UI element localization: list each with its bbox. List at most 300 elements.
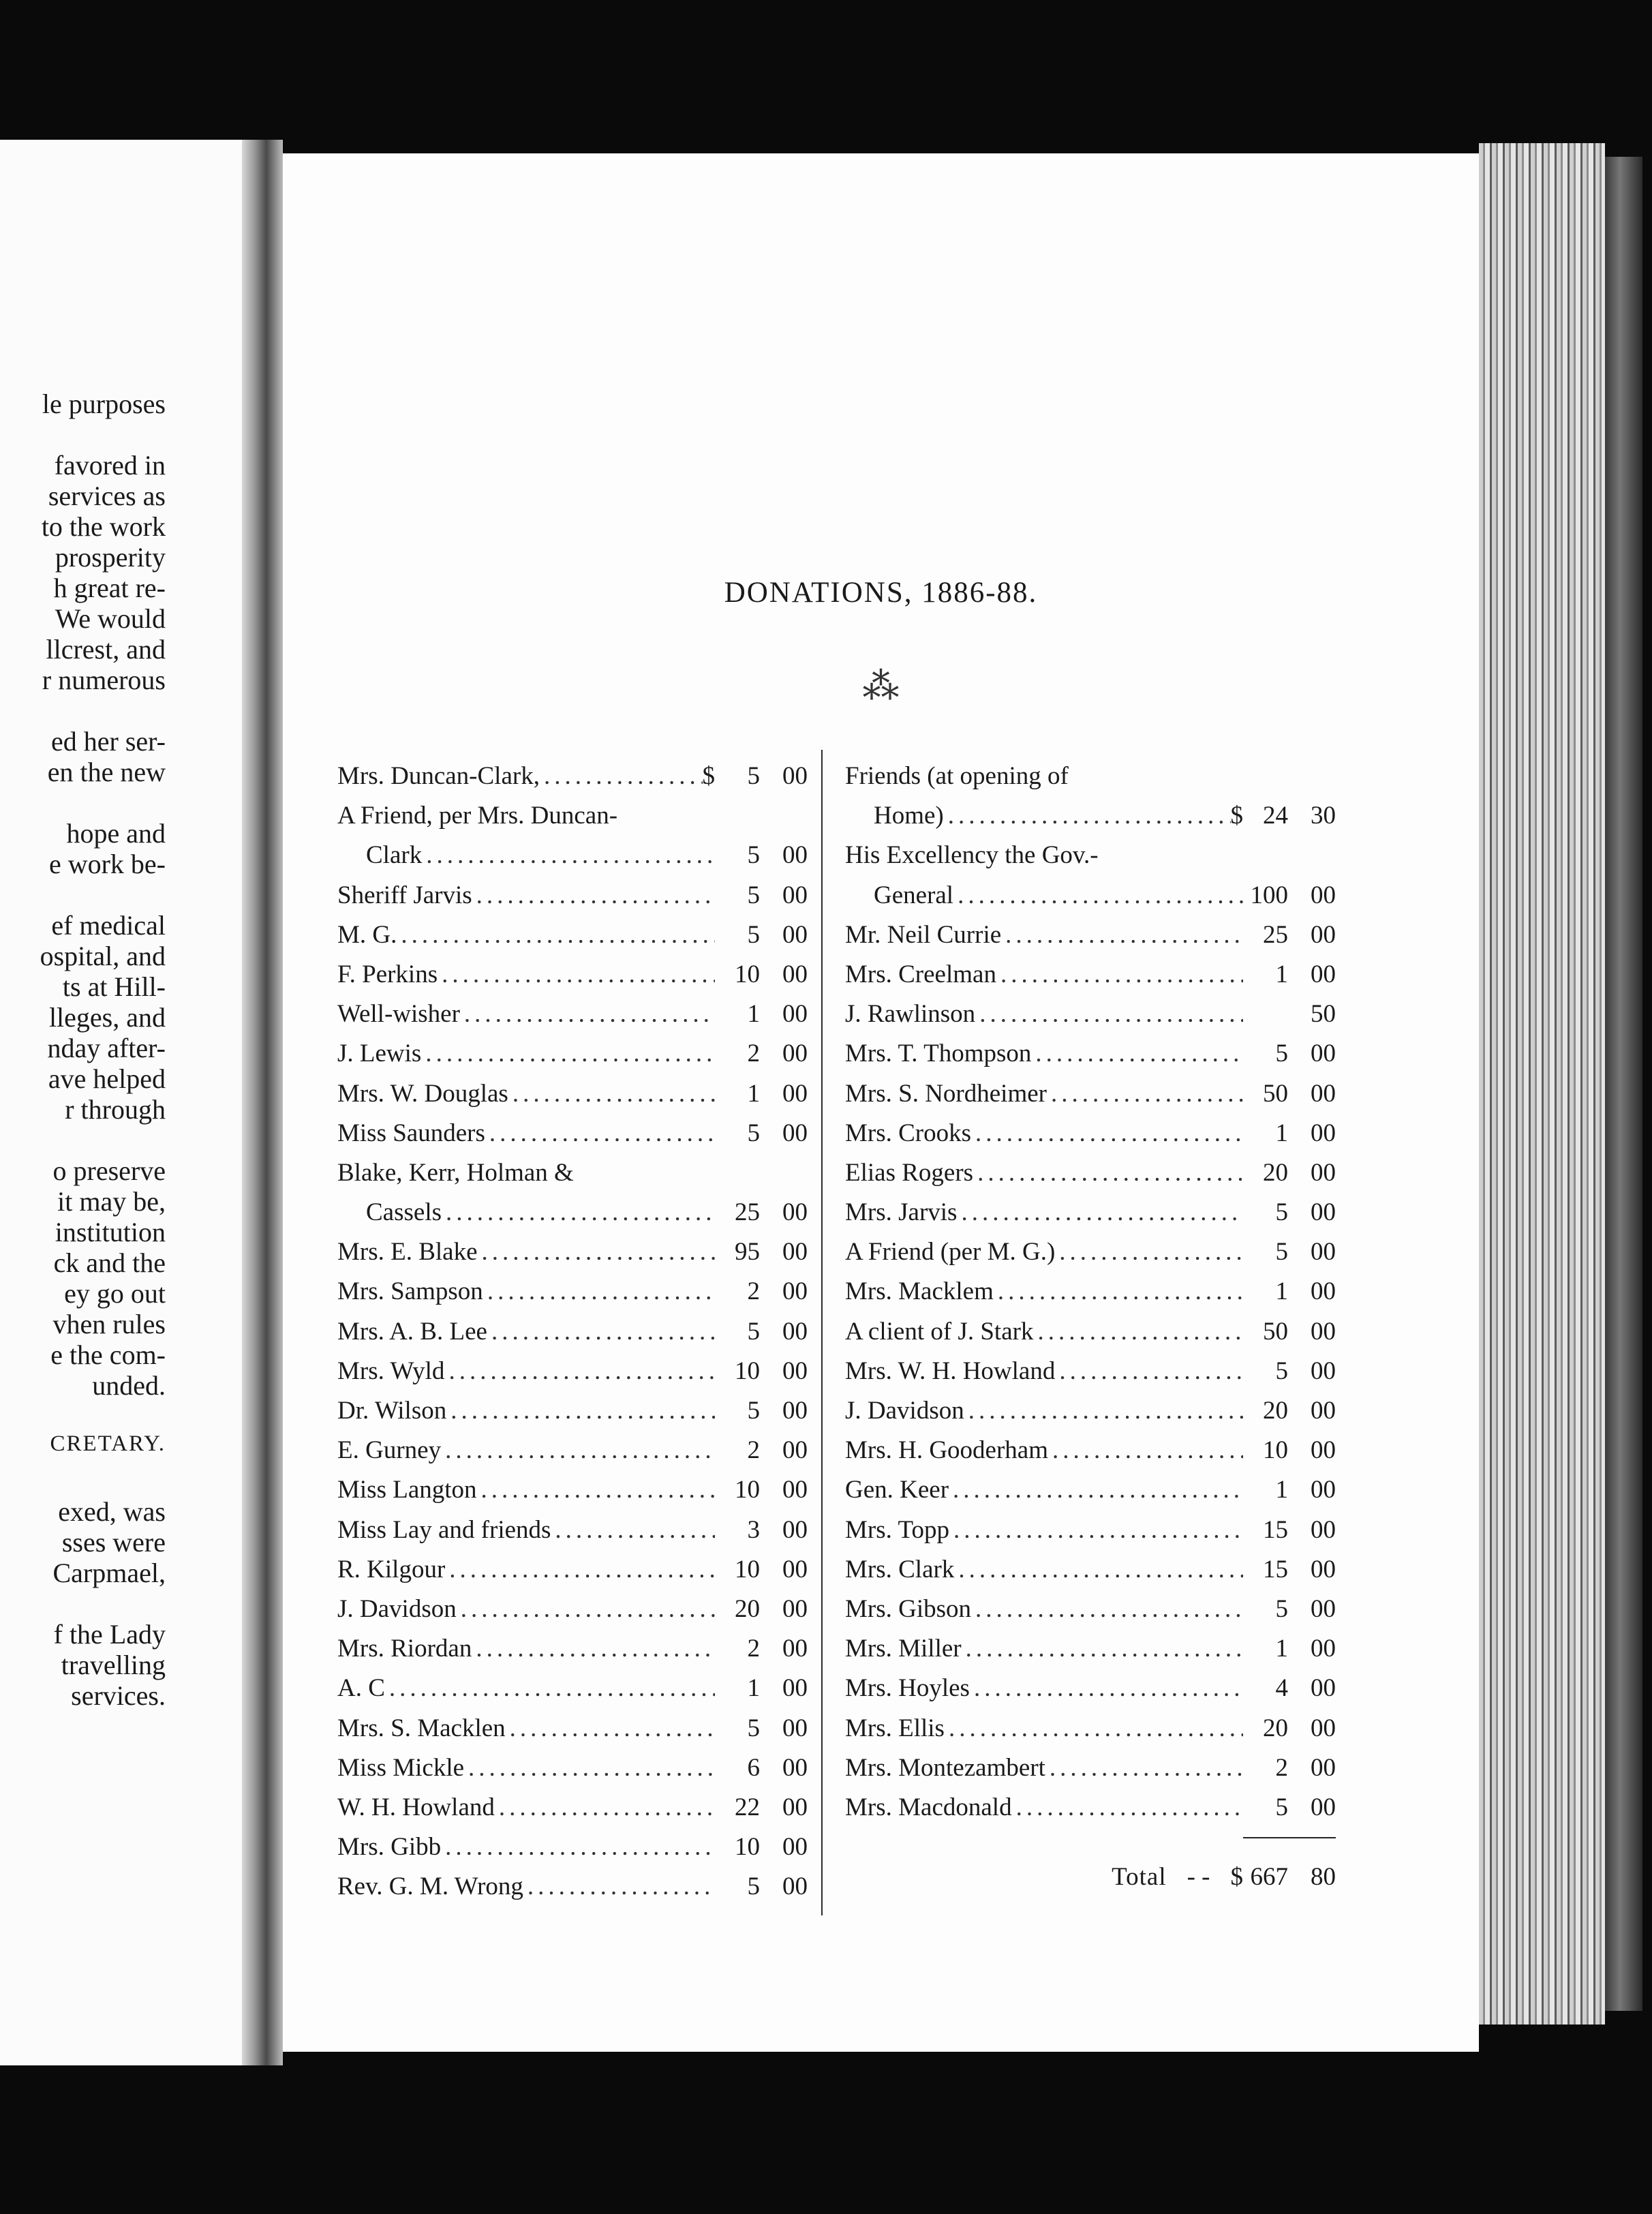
amount-cents: 00	[1311, 1436, 1336, 1465]
left-page-text-line: ck and the	[53, 1247, 166, 1278]
dot-leader	[1050, 1748, 1243, 1788]
donor-name: W. H. Howland	[337, 1793, 495, 1821]
donation-entry	[845, 1312, 1336, 1352]
amount-cents: 00	[1311, 1277, 1336, 1306]
donor-name: Mrs. A. B. Lee	[337, 1317, 487, 1346]
dot-leader	[961, 1193, 1243, 1232]
amount-dollars: 2	[747, 1635, 760, 1663]
left-page-text-line: hope and	[66, 818, 166, 849]
amount-cents: 00	[1311, 1753, 1336, 1782]
dot-leader	[1059, 1352, 1243, 1391]
amount-cents: 00	[1311, 881, 1336, 909]
donation-entry	[845, 1709, 1336, 1748]
amount-cents: 00	[782, 1753, 808, 1782]
donor-name: Well-wisher	[337, 1000, 460, 1029]
donation-entry	[337, 876, 808, 915]
dot-leader	[544, 757, 703, 796]
dot-leader	[966, 1629, 1243, 1669]
amount-cents: 00	[1311, 1674, 1336, 1703]
donor-name: A client of J. Stark	[845, 1317, 1034, 1346]
amount-dollars: 15	[1263, 1515, 1288, 1544]
amount-cents: 00	[1311, 1555, 1336, 1583]
donor-name: Mrs. Clark	[845, 1555, 955, 1583]
left-page-text-line: e the com-	[50, 1339, 166, 1370]
left-page-text-line: to the work	[41, 511, 166, 542]
left-page-text-line: r numerous	[42, 665, 166, 695]
amount-cents: 00	[782, 1714, 808, 1742]
dot-leader	[979, 995, 1243, 1034]
donation-entry	[337, 995, 808, 1034]
amount-cents: 00	[782, 1436, 808, 1465]
donor-name: Friends (at opening of	[845, 762, 1069, 790]
dot-leader	[1016, 1788, 1243, 1828]
left-page-text-line: r through	[65, 1094, 166, 1125]
donor-name: Elias Rogers	[845, 1158, 974, 1187]
amount-dollars: 1	[1275, 1119, 1288, 1147]
donation-entry	[337, 1034, 808, 1074]
left-page-text-line: services as	[48, 481, 166, 511]
dot-leader	[1051, 1074, 1243, 1114]
dot-leader	[1035, 1034, 1243, 1074]
amount-dollars: 1	[1275, 960, 1288, 988]
amount-dollars: 1	[1275, 1277, 1288, 1306]
donation-entry	[845, 1590, 1336, 1629]
amount-dollars: 5	[1275, 1238, 1288, 1267]
donation-entry	[337, 1629, 808, 1669]
donor-name-continued: Cassels	[366, 1198, 442, 1227]
total-rule	[1243, 1837, 1336, 1838]
amount-cents: 00	[1311, 1317, 1336, 1346]
amount-dollars: 5	[1275, 1198, 1288, 1227]
amount-cents: 00	[782, 1555, 808, 1583]
dot-leader	[446, 1193, 715, 1232]
donation-entry	[337, 1114, 808, 1153]
amount-dollars: 5	[747, 920, 760, 949]
left-page-text-line: We would	[55, 603, 166, 634]
amount-dollars: 6	[747, 1753, 760, 1782]
donor-name: Mrs. Creelman	[845, 960, 996, 988]
amount-dollars: 2	[1275, 1753, 1288, 1782]
amount-dollars: 1	[1275, 1635, 1288, 1663]
amount-cents: 00	[782, 1079, 808, 1108]
dot-leader	[425, 1034, 715, 1074]
donation-entry	[845, 1114, 1336, 1153]
amount-dollars: 5	[1275, 1040, 1288, 1068]
amount-cents: 00	[1311, 1793, 1336, 1821]
donor-name: Mrs. Duncan-Clark,	[337, 762, 540, 790]
amount-cents: 00	[782, 920, 808, 949]
left-page-text-line: CRETARY.	[50, 1431, 166, 1456]
amount-dollars: 2	[747, 1436, 760, 1465]
total-cents: 80	[1311, 1863, 1336, 1891]
dot-leader	[953, 1470, 1243, 1510]
donor-name-continued: Clark	[366, 841, 423, 870]
amount-dollars: 10	[735, 960, 760, 988]
amount-dollars: 4	[1275, 1674, 1288, 1703]
left-page-text-line: le purposes	[42, 389, 166, 419]
total-label: Total	[1112, 1863, 1167, 1891]
book-page-edges	[1479, 143, 1605, 2025]
amount-cents: 00	[1311, 1198, 1336, 1227]
donor-name: Mrs. Hoyles	[845, 1674, 970, 1703]
left-page-text-line: f the Lady	[53, 1619, 166, 1650]
donor-name: Mr. Neil Currie	[845, 920, 1002, 949]
dot-leader	[975, 1114, 1243, 1153]
dot-leader	[464, 995, 715, 1034]
amount-cents: 00	[1311, 1397, 1336, 1425]
left-page-text-line: e work be-	[48, 849, 166, 879]
amount-dollars: 24	[1263, 802, 1288, 830]
dollar-sign: $	[702, 762, 715, 790]
donation-entry	[845, 1550, 1336, 1590]
left-page-text-line: h great re-	[53, 573, 166, 603]
amount-cents: 00	[782, 1872, 808, 1901]
dot-leader	[389, 1669, 715, 1708]
donation-entry	[845, 1511, 1336, 1550]
donor-name: E. Gurney	[337, 1436, 442, 1465]
amount-dollars: 5	[1275, 1594, 1288, 1623]
amount-dollars: 5	[1275, 1356, 1288, 1385]
page-heading: DONATIONS, 1886-88.	[724, 577, 1038, 609]
donor-name: J. Davidson	[845, 1397, 964, 1425]
donation-entry	[845, 1669, 1336, 1708]
dot-leader	[476, 1629, 715, 1669]
donation-entry	[845, 915, 1336, 955]
amount-dollars: 10	[735, 1356, 760, 1385]
amount-dollars: 3	[747, 1515, 760, 1544]
donor-name: Mrs. Macklem	[845, 1277, 994, 1306]
amount-cents: 00	[782, 1356, 808, 1385]
dot-leader	[468, 1748, 715, 1788]
left-page-text-line: sses were	[61, 1527, 166, 1558]
donations-page	[283, 153, 1479, 2052]
donation-entry	[845, 1748, 1336, 1788]
amount-cents: 00	[782, 1198, 808, 1227]
donation-entry	[337, 1232, 808, 1272]
amount-cents: 00	[782, 1515, 808, 1544]
left-page-text-line: en the new	[47, 757, 166, 787]
amount-cents: 00	[782, 1476, 808, 1504]
donor-name: Rev. G. M. Wrong	[337, 1872, 523, 1901]
amount-dollars: 10	[735, 1833, 760, 1862]
dot-leader	[998, 1272, 1243, 1311]
donation-entry	[845, 1629, 1336, 1669]
donor-name: A Friend (per M. G.)	[845, 1238, 1056, 1267]
donor-name: Gen. Keer	[845, 1476, 949, 1504]
dot-leader	[958, 876, 1243, 915]
amount-cents: 00	[782, 881, 808, 909]
left-page-text-line: institution	[55, 1217, 166, 1247]
left-page-text-line: nday after-	[47, 1033, 166, 1063]
total-dashes: - -	[1187, 1863, 1210, 1891]
dollar-sign: $	[1230, 1863, 1243, 1891]
previous-page-fragment	[0, 140, 242, 2065]
left-page-text-line: favored in	[54, 450, 166, 481]
donor-name: Sheriff Jarvis	[337, 881, 472, 909]
donation-entry	[845, 1431, 1336, 1470]
donor-name: Mrs. Wyld	[337, 1356, 445, 1385]
dot-leader	[487, 1272, 715, 1311]
donation-entry	[337, 1709, 808, 1748]
left-page-text-line: lleges, and	[48, 1002, 166, 1033]
dot-leader	[975, 1590, 1243, 1629]
donor-name: Mrs. Crooks	[845, 1119, 972, 1147]
donation-entry	[337, 1828, 808, 1867]
donation-entry	[845, 1153, 1336, 1193]
left-page-text-line: vhen rules	[52, 1309, 166, 1339]
left-page-text-line: llcrest, and	[46, 634, 166, 665]
dot-leader	[974, 1669, 1243, 1708]
left-page-text-line: ey go out	[64, 1278, 166, 1309]
amount-dollars: 20	[735, 1594, 760, 1623]
donation-entry	[845, 1788, 1336, 1828]
donations-right-column	[845, 757, 1336, 1891]
amount-dollars: 10	[735, 1476, 760, 1504]
amount-dollars: 100	[1250, 881, 1288, 909]
amount-cents: 00	[782, 1277, 808, 1306]
donor-name: Mrs. S. Nordheimer	[845, 1079, 1047, 1108]
donation-entry	[337, 1312, 808, 1352]
donation-entry	[845, 995, 1336, 1034]
amount-dollars: 20	[1263, 1714, 1288, 1742]
dot-leader	[449, 1550, 715, 1590]
dollar-sign: $	[1230, 802, 1243, 830]
amount-cents: 00	[1311, 1635, 1336, 1663]
ornament-glyph: ⁂	[862, 666, 900, 707]
donation-entry	[337, 757, 808, 796]
amount-cents: 00	[782, 1594, 808, 1623]
amount-cents: 00	[1311, 1079, 1336, 1108]
donation-entry	[337, 1272, 808, 1311]
left-page-text-line: services.	[71, 1680, 166, 1711]
donor-name: A. C	[337, 1674, 385, 1703]
donation-entry	[845, 1074, 1336, 1114]
dot-leader	[448, 1352, 715, 1391]
amount-cents: 00	[782, 1040, 808, 1068]
donation-entry	[845, 1352, 1336, 1391]
donor-name: Miss Langton	[337, 1476, 477, 1504]
donation-entry	[337, 1590, 808, 1629]
donor-name: J. Rawlinson	[845, 1000, 976, 1029]
left-page-text-line: ts at Hill-	[62, 971, 166, 1002]
donation-entry	[845, 1470, 1336, 1510]
dot-leader	[1005, 915, 1243, 955]
dot-leader	[1000, 955, 1243, 995]
amount-dollars: 5	[747, 841, 760, 870]
donor-name: Mrs. Ellis	[845, 1714, 945, 1742]
amount-dollars: 95	[735, 1238, 760, 1267]
donor-name: R. Kilgour	[337, 1555, 446, 1583]
amount-dollars: 1	[747, 1079, 760, 1108]
dot-leader	[948, 796, 1231, 836]
dot-leader	[527, 1867, 715, 1907]
total-row	[845, 1857, 1336, 1897]
amount-cents: 00	[782, 1793, 808, 1821]
dot-leader	[481, 1470, 715, 1510]
left-page-text-line: exed, was	[58, 1496, 166, 1527]
donor-name: Mrs. Topp	[845, 1515, 949, 1544]
donor-name: Mrs. T. Thompson	[845, 1040, 1032, 1068]
amount-cents: 00	[1311, 1040, 1336, 1068]
amount-cents: 00	[782, 1397, 808, 1425]
donation-entry	[337, 1391, 808, 1431]
dot-leader	[968, 1391, 1243, 1431]
donation-entry	[337, 1788, 808, 1828]
amount-cents: 00	[1311, 1158, 1336, 1187]
amount-cents: 00	[1311, 960, 1336, 988]
left-page-text-line: ospital, and	[40, 941, 166, 971]
dot-leader	[442, 955, 715, 995]
amount-dollars: 50	[1263, 1317, 1288, 1346]
donor-name: Mrs. W. Douglas	[337, 1079, 508, 1108]
donation-entry	[845, 1391, 1336, 1431]
dot-leader	[482, 1232, 715, 1272]
amount-dollars: 5	[747, 881, 760, 909]
book-gutter	[242, 140, 283, 2065]
donation-entry	[337, 1669, 808, 1708]
amount-cents: 00	[1311, 1356, 1336, 1385]
left-page-text-line: ave helped	[48, 1063, 166, 1094]
dot-leader	[953, 1511, 1243, 1550]
amount-dollars: 5	[1275, 1793, 1288, 1821]
amount-cents: 00	[1311, 1238, 1336, 1267]
amount-cents: 30	[1311, 802, 1336, 830]
amount-dollars: 2	[747, 1277, 760, 1306]
amount-dollars: 5	[747, 1872, 760, 1901]
donor-name: Mrs. Jarvis	[845, 1198, 958, 1227]
amount-cents: 00	[1311, 1119, 1336, 1147]
donor-name: A Friend, per Mrs. Duncan-	[337, 802, 618, 830]
dot-leader	[949, 1709, 1243, 1748]
dot-leader	[476, 876, 715, 915]
donation-entry	[845, 1272, 1336, 1311]
left-page-text-line: ed her ser-	[51, 726, 166, 757]
amount-dollars: 10	[735, 1555, 760, 1583]
donation-entry	[337, 955, 808, 995]
amount-dollars: 25	[1263, 920, 1288, 949]
donor-name: F. Perkins	[337, 960, 438, 988]
amount-cents: 00	[1311, 1476, 1336, 1504]
donor-name: Blake, Kerr, Holman &	[337, 1158, 574, 1187]
donor-name-continued: Home)	[874, 802, 944, 830]
dot-leader	[958, 1550, 1243, 1590]
amount-dollars: 15	[1263, 1555, 1288, 1583]
amount-dollars: 5	[747, 762, 760, 790]
amount-cents: 00	[782, 1317, 808, 1346]
amount-cents: 00	[782, 762, 808, 790]
dot-leader	[491, 1312, 715, 1352]
donation-entry	[337, 1511, 808, 1550]
amount-dollars: 5	[747, 1317, 760, 1346]
dot-leader	[445, 1828, 715, 1867]
amount-dollars: 1	[747, 1000, 760, 1029]
donation-entry	[337, 1867, 808, 1907]
dot-leader	[1052, 1431, 1243, 1470]
left-page-text-line: it may be,	[57, 1186, 166, 1217]
donor-name: Mrs. Sampson	[337, 1277, 483, 1306]
dot-leader	[513, 1074, 715, 1114]
amount-cents: 00	[1311, 920, 1336, 949]
donor-name: Mrs. Miller	[845, 1635, 962, 1663]
donor-name: Miss Saunders	[337, 1119, 485, 1147]
amount-cents: 00	[782, 1238, 808, 1267]
donor-name: Mrs. W. H. Howland	[845, 1356, 1056, 1385]
donor-name: Mrs. Montezambert	[845, 1753, 1045, 1782]
donor-name: His Excellency the Gov.-	[845, 841, 1099, 870]
donor-name: J. Davidson	[337, 1594, 457, 1623]
amount-dollars: 5	[747, 1714, 760, 1742]
donor-name: Mrs. H. Gooderham	[845, 1436, 1049, 1465]
donor-name: Mrs. Riordan	[337, 1635, 472, 1663]
donor-name: Mrs. Gibb	[337, 1833, 442, 1862]
dot-leader	[555, 1511, 715, 1550]
amount-dollars: 1	[1275, 1476, 1288, 1504]
left-page-text-line: travelling	[61, 1650, 166, 1680]
donor-name: Mrs. Gibson	[845, 1594, 972, 1623]
amount-cents: 00	[782, 1833, 808, 1862]
amount-cents: 00	[782, 1635, 808, 1663]
amount-cents: 50	[1311, 1000, 1336, 1029]
left-page-text-line: prosperity	[55, 542, 166, 573]
left-page-text-line: o preserve	[52, 1155, 166, 1186]
donation-entry	[337, 1470, 808, 1510]
donor-name: Dr. Wilson	[337, 1397, 447, 1425]
amount-cents: 00	[782, 1000, 808, 1029]
total-dollars: 667	[1250, 1863, 1288, 1891]
amount-dollars: 5	[747, 1397, 760, 1425]
amount-dollars: 20	[1263, 1158, 1288, 1187]
donor-name: Mrs. Macdonald	[845, 1793, 1012, 1821]
donor-name: J. Lewis	[337, 1040, 422, 1068]
donation-entry	[337, 1550, 808, 1590]
donation-entry	[845, 836, 1336, 915]
donation-entry	[337, 1431, 808, 1470]
donation-entry	[845, 955, 1336, 995]
donation-entry	[337, 1153, 808, 1232]
left-page-text-line: ef medical	[51, 910, 166, 941]
amount-cents: 00	[782, 960, 808, 988]
dot-leader	[461, 1590, 715, 1629]
left-page-text-line: Carpmael,	[52, 1558, 166, 1588]
dot-leader	[1059, 1232, 1243, 1272]
amount-cents: 00	[782, 1674, 808, 1703]
dot-leader	[489, 1114, 715, 1153]
donation-entry	[845, 1193, 1336, 1232]
amount-cents: 00	[1311, 1515, 1336, 1544]
donations-left-column	[337, 757, 808, 1907]
book-cover-edge	[1605, 157, 1642, 2011]
dot-leader	[445, 1431, 715, 1470]
amount-dollars: 20	[1263, 1397, 1288, 1425]
donation-entry	[337, 796, 808, 875]
donor-name: Miss Lay and friends	[337, 1515, 551, 1544]
donation-entry	[337, 1748, 808, 1788]
donation-entry	[337, 1074, 808, 1114]
donation-entry	[337, 915, 808, 955]
donor-name: Mrs. E. Blake	[337, 1238, 478, 1267]
dot-leader	[401, 915, 715, 955]
donation-entry	[845, 1034, 1336, 1074]
donation-entry	[337, 1352, 808, 1391]
amount-dollars: 5	[747, 1119, 760, 1147]
donor-name: M. G.	[337, 920, 397, 949]
column-divider	[821, 750, 823, 1915]
donation-entry	[845, 1232, 1336, 1272]
donor-name: Miss Mickle	[337, 1753, 465, 1782]
donor-name: Mrs. S. Macklen	[337, 1714, 506, 1742]
amount-cents: 00	[782, 1119, 808, 1147]
amount-dollars: 22	[735, 1793, 760, 1821]
